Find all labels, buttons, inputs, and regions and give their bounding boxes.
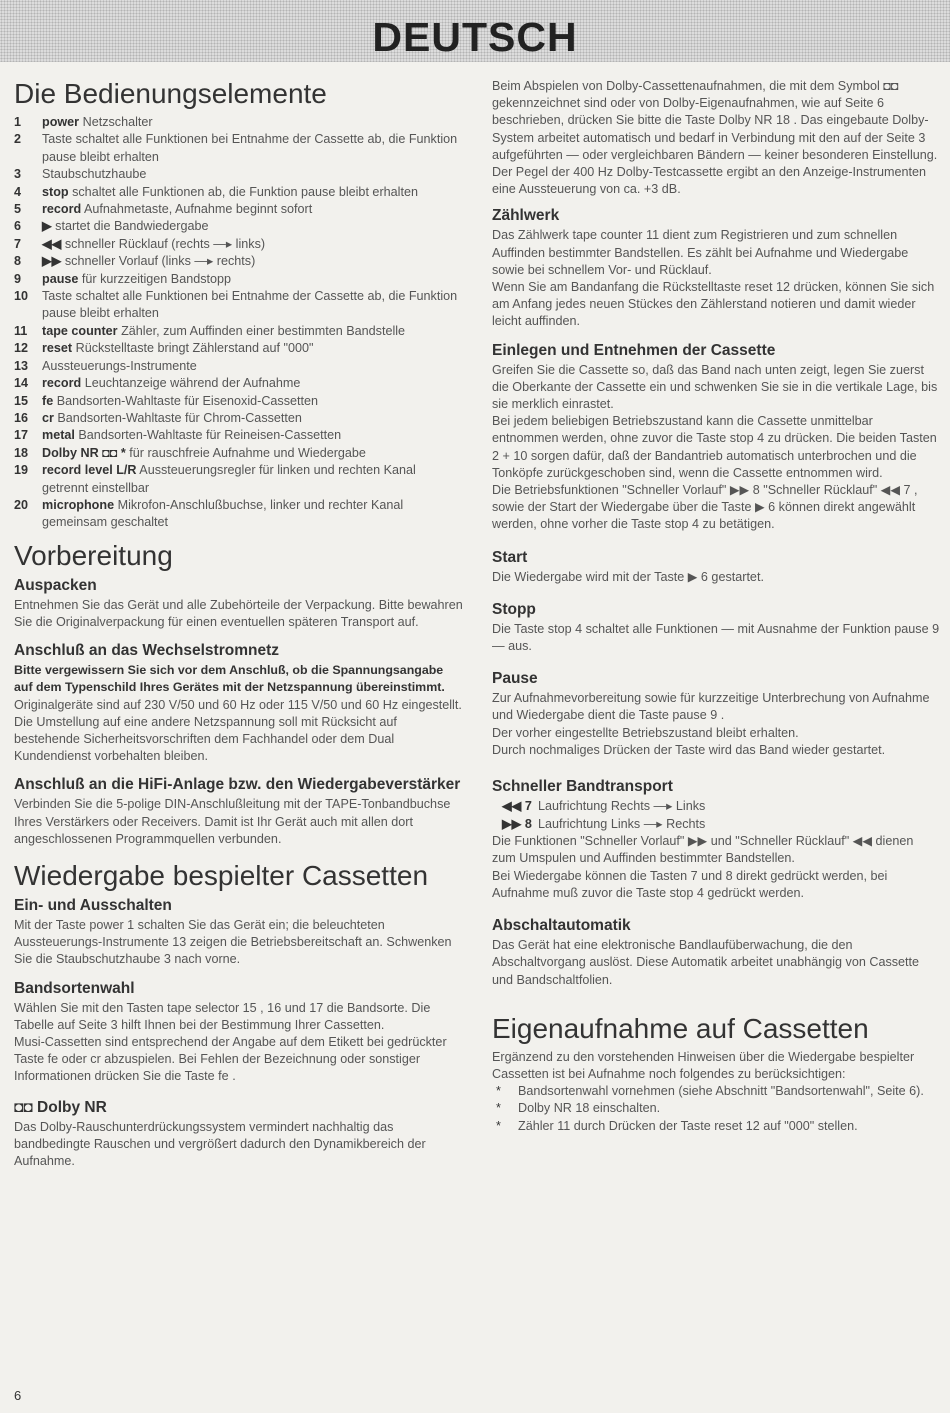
tape-heading: Bandsortenwahl [14, 979, 135, 997]
page-number: 6 [14, 1388, 22, 1403]
control-text: Aussteuerungs-Instrumente [42, 358, 197, 373]
control-key: microphone [42, 497, 115, 512]
control-description [42, 236, 464, 253]
control-description [42, 445, 464, 462]
controls-list [14, 114, 464, 532]
control-number: 16 [14, 410, 29, 425]
control-description [42, 253, 464, 270]
bullet-marker: * [496, 1118, 501, 1133]
fast-text-1: Die Funktionen "Schneller Vorlauf" ▶▶ und "Schneller Rücklauf" ◀◀ dienen zum Umspulen und Auffinden bestimmter Bandstellen. [492, 834, 914, 866]
bullet-text: Zähler 11 durch Drücken der Taste reset 12 auf "000" stellen. [518, 1118, 858, 1133]
control-key: ▶▶ [42, 254, 62, 269]
control-item [14, 462, 464, 497]
control-item [14, 218, 464, 235]
control-key: ◀◀ [42, 236, 62, 251]
control-description [42, 201, 464, 218]
bullet-marker: * [496, 1101, 501, 1116]
left-column [14, 78, 464, 1170]
mains-heading: Anschluß an das Wechselstromnetz [14, 642, 279, 660]
control-description [42, 462, 464, 497]
recording-bullet-item [492, 1100, 940, 1117]
unpack-text: Entnehmen Sie das Gerät und alle Zubehörteile der Verpackung. Bitte bewahren Sie die Originalverpackung für einen eventuellen späteren Transport auf. [14, 597, 463, 629]
banner-title: DEUTSCH [372, 14, 578, 60]
control-description [42, 340, 464, 357]
recording-bullets [492, 1083, 940, 1135]
counter-heading: Zählwerk [492, 207, 560, 225]
control-key: fe [42, 393, 54, 408]
control-item [14, 114, 464, 131]
playback-heading: Wiedergabe bespielter Cassetten [14, 859, 429, 891]
control-description [42, 393, 464, 410]
control-number: 6 [14, 219, 22, 234]
control-number: 5 [14, 202, 22, 217]
hifi-text: Verbinden Sie die 5-polige DIN-Anschlußleitung mit der TAPE-Tonbandbuchse Ihres Verstärkers oder Receivers. Damit ist Ihr Gerät auch mit allen dort angeschlossenen Programmquellen verbunden. [14, 797, 451, 846]
control-number: 13 [14, 358, 29, 373]
auto-text: Das Gerät hat eine elektronische Bandlaufüberwachung, die den Abschaltvorgang auslöst. Diese Automatik arbeitet unabhängig von Cassette und Bandschaltfolien. [492, 938, 920, 987]
control-text: Netzschalter [79, 115, 153, 129]
control-text: Taste schaltet alle Funktionen bei Entnahme der Cassette ab, die Funktion pause bleibt erhalten [42, 132, 458, 164]
control-key: record [42, 376, 82, 391]
recording-bullet-item [492, 1118, 940, 1135]
control-item [14, 497, 464, 532]
control-text: Bandsorten-Wahltaste für Reineisen-Cassetten [74, 428, 342, 443]
control-key: reset [42, 341, 73, 356]
header-banner [0, 0, 950, 62]
bullet-text: Bandsortenwahl vornehmen (siehe Abschnitt "Bandsortenwahl", Seite 6). [518, 1084, 924, 1099]
control-description [42, 323, 464, 340]
stop-text: Die Taste stop 4 schaltet alle Funktionen — mit Ausnahme der Funktion pause 9 — aus. [492, 621, 940, 654]
rewind-symbol: ◀◀ 7 [502, 799, 532, 814]
mains-warning: Bitte vergewissern Sie sich vor dem Anschluß, ob die Spannungsangabe auf dem Typenschild Ihres Gerätes mit der Netzspannung übereinstimmt. [14, 663, 445, 695]
control-text: Aufnahmetaste, Aufnahme beginnt sofort [81, 202, 313, 217]
control-description [42, 375, 464, 392]
control-item [14, 410, 464, 427]
control-number: 15 [14, 393, 29, 408]
fast-direction-forward [492, 816, 940, 834]
control-key: record [42, 202, 82, 217]
control-description [42, 427, 464, 444]
control-number: 12 [14, 341, 29, 356]
fast-direction-rewind [492, 798, 940, 816]
prep-heading: Vorbereitung [14, 539, 173, 571]
dolby-cont-1: Beim Abspielen von Dolby-Cassettenaufnahmen, die mit dem Symbol ◘◘ gekennzeichnet sind oder von Dolby-Eigenaufnahmen, wie auf Seite 6 beschrieben, drücken Sie bitte die Taste Dolby NR 18 . Das eingebaute Dolby-System arbeitet automatisch und bedarf in Verbindung mit den auf der Seite 3 aufgeführten — oder vergleichbaren Bändern — keiner besonderen Einstellung. [492, 79, 938, 162]
control-item [14, 131, 464, 166]
control-number: 8 [14, 254, 22, 269]
unpack-heading: Auspacken [14, 576, 97, 594]
control-text: Aussteuerungsregler für linken und rechten Kanal getrennt einstellbar [42, 463, 416, 495]
control-number: 9 [14, 271, 22, 286]
control-description [42, 271, 464, 288]
pause-heading: Pause [492, 670, 538, 688]
fast-text-2: Bei Wiedergabe können die Tasten 7 und 8 direkt gedrückt werden, bei Aufnahme muß zuvor die Taste stop 4 gedrückt werden. [492, 868, 888, 900]
counter-text-1: Das Zählwerk tape counter 11 dient zum Registrieren und zum schnellen Auffinden bestimmter Bandstellen. Es zählt bei Aufnahme und Wiedergabe sowie bei schnellem Vor- und Rücklauf. [492, 228, 909, 277]
mains-text: Originalgeräte sind auf 230 V/50 und 60 Hz oder 115 V/50 und 60 Hz eingestellt. Die Umstellung auf eine andere Netzspannung soll mit Rücksicht auf bestehende Sicherheitsvorschriften dem Fachhandel oder dem Dual Kundendienst vorbehalten bleiben. [14, 697, 462, 764]
control-text: Zähler, zum Auffinden einer bestimmten Bandstelle [117, 323, 406, 338]
control-item [14, 288, 464, 323]
insert-text-1: Greifen Sie die Cassette so, daß das Band nach unten zeigt, legen Sie zuerst die Oberkante der Cassette ein und schwenken Sie sie in die vertikale Lage, bis sie merklich einrastet. [492, 362, 938, 412]
control-text: Staubschutzhaube [42, 167, 147, 182]
control-number: 11 [14, 323, 28, 338]
control-text: Bandsorten-Wahltaste für Eisenoxid-Cassetten [53, 393, 319, 408]
control-text: Rückstelltaste bringt Zählerstand auf "000" [72, 341, 314, 356]
control-description [42, 218, 464, 235]
insert-text-3: Die Betriebsfunktionen "Schneller Vorlauf" ▶▶ 8 "Schneller Rücklauf" ◀◀ 7 , sowie der Start der Wiedergabe über die Taste ▶ 6 können direkt angewählt werden, ohne vorher die Taste stop 4 zu betätigen. [492, 483, 918, 532]
hifi-heading: Anschluß an die HiFi-Anlage bzw. den Wiedergabeverstärker [14, 776, 461, 794]
control-item [14, 236, 464, 253]
dolby-cont-2: Der Pegel der 400 Hz Dolby-Testcassette ergibt an den Anzeige-Instrumenten eine Aussteuerung von ca. +3 dB. [492, 165, 927, 197]
control-key: power [42, 115, 80, 129]
control-description [42, 166, 464, 183]
bullet-marker: * [496, 1084, 501, 1099]
control-text: Taste schaltet alle Funktionen bei Entnahme der Cassette ab, die Funktion pause bleibt erhalten [42, 289, 458, 321]
onoff-heading: Ein- und Ausschalten [14, 896, 172, 914]
rewind-direction-text: Laufrichtung Rechts —▸ Links [538, 799, 706, 814]
pause-text-1: Zur Aufnahmevorbereitung sowie für kurzzeitige Unterbrechung von Aufnahme und Wiedergabe dient die Taste pause 9 . [492, 691, 930, 723]
control-item [14, 201, 464, 218]
control-text: Mikrofon-Anschlußbuchse, linker und rechter Kanal gemeinsam geschaltet [42, 497, 404, 530]
control-description [42, 184, 464, 201]
recording-text: Ergänzend zu den vorstehenden Hinweisen über die Wiedergabe bespielter Cassetten ist bei Aufnahme noch folgendes zu berücksichtigen: [492, 1049, 915, 1081]
counter-text-2: Wenn Sie am Bandanfang die Rückstelltaste reset 12 drücken, können Sie sich am Anfang jedes neuen Stückes den Zählerstand notieren und damit wieder leicht auffinden. [492, 280, 935, 329]
control-item [14, 427, 464, 444]
tape-text-2: Musi-Cassetten sind entsprechend der Angabe auf dem Etikett bei gedrückter Taste fe oder cr abzuspielen. Bei Fehlen der Bezeichnung oder sonstiger Informationen drücken Sie die Taste fe . [14, 1035, 447, 1084]
tape-text-1: Wählen Sie mit den Tasten tape selector 15 , 16 und 17 die Bandsorte. Die Tabelle auf Seite 3 hilft Ihnen bei der Bestimmung Ihrer Cassetten. [14, 1000, 431, 1032]
recording-heading: Eigenaufnahme auf Cassetten [492, 1012, 869, 1044]
control-text: schneller Rücklauf (rechts —▸ links) [61, 236, 266, 251]
control-description [42, 288, 464, 323]
control-item [14, 253, 464, 270]
control-key: cr [42, 410, 54, 425]
control-number: 19 [14, 463, 29, 478]
control-item [14, 323, 464, 340]
dolby-text: Das Dolby-Rauschunterdrückungssystem vermindert nachhaltig das bandbedingte Rauschen und vergrößert dadurch den Dynamikbereich der Aufnahme. [14, 1119, 426, 1169]
control-number: 4 [14, 184, 22, 199]
control-key: tape counter [42, 323, 118, 338]
fast-heading: Schneller Bandtransport [492, 778, 673, 796]
control-text: schaltet alle Funktionen ab, die Funktion pause bleibt erhalten [68, 184, 418, 199]
control-item [14, 166, 464, 183]
control-key: stop [42, 184, 69, 199]
control-number: 2 [14, 132, 22, 147]
control-number: 10 [14, 289, 29, 304]
control-number: 20 [14, 497, 29, 512]
control-item [14, 393, 464, 410]
control-number: 14 [14, 376, 29, 391]
insert-heading: Einlegen und Entnehmen der Cassette [492, 341, 776, 359]
onoff-text: Mit der Taste power 1 schalten Sie das Gerät ein; die beleuchteten Aussteuerungs-Instrumente 13 zeigen die Betriebsbereitschaft an. Schwenken Sie die Staubschutzhaube 3 nach vorne. [14, 917, 452, 967]
control-key: Dolby NR ◘◘ * [42, 445, 126, 460]
control-description [42, 410, 464, 427]
bullet-text: Dolby NR 18 einschalten. [518, 1101, 661, 1116]
control-number: 18 [14, 445, 29, 460]
pause-text-2: Der vorher eingestellte Betriebszustand bleibt erhalten. [492, 725, 799, 740]
recording-bullet-item [492, 1083, 940, 1100]
control-text: schneller Vorlauf (links —▸ rechts) [61, 254, 256, 269]
control-text: Leuchtanzeige während der Aufnahme [81, 376, 301, 391]
right-column [492, 78, 940, 1135]
control-number: 17 [14, 428, 29, 443]
forward-direction-text: Laufrichtung Links —▸ Rechts [538, 816, 706, 831]
control-text: für kurzzeitigen Bandstopp [78, 271, 232, 286]
control-item [14, 184, 464, 201]
start-text: Die Wiedergabe wird mit der Taste ▶ 6 gestartet. [492, 569, 764, 584]
insert-text-2: Bei jedem beliebigen Betriebszustand kann die Cassette unmittelbar entnommen werden, ohne zuvor die Taste stop 4 zu drücken. Die beiden Tasten 2 + 10 sorgen dafür, daß der Bandantrieb automatisch unterbrochen und die Tonköpfe zurückgeschoben sind, wenn die Cassette entnommen wird. [492, 414, 937, 480]
start-heading: Start [492, 548, 528, 566]
control-number: 1 [14, 115, 22, 129]
control-description [42, 358, 464, 375]
forward-symbol: ▶▶ 8 [502, 816, 532, 831]
control-description [42, 131, 464, 166]
pause-text-3: Durch nochmaliges Drücken der Taste wird das Band wieder gestartet. [492, 742, 886, 757]
control-text: für rauschfreie Aufnahme und Wiedergabe [125, 445, 366, 460]
control-text: startet die Bandwiedergabe [51, 219, 209, 234]
control-key: ▶ [42, 219, 52, 234]
control-text: Bandsorten-Wahltaste für Chrom-Cassetten [53, 410, 302, 425]
dolby-heading: ◘◘ Dolby NR [14, 1098, 107, 1116]
stop-heading: Stopp [492, 600, 536, 618]
control-key: metal [42, 428, 75, 443]
control-key: pause [42, 271, 79, 286]
controls-heading: Die Bedienungselemente [14, 78, 327, 109]
control-key: record level L/R [42, 463, 137, 478]
control-number: 7 [14, 236, 22, 251]
control-item [14, 340, 464, 357]
control-item [14, 375, 464, 392]
control-description [42, 497, 464, 532]
control-item [14, 271, 464, 288]
control-description [42, 114, 464, 131]
control-item [14, 358, 464, 375]
control-item [14, 445, 464, 462]
auto-heading: Abschaltautomatik [492, 917, 631, 935]
control-number: 3 [14, 167, 22, 182]
